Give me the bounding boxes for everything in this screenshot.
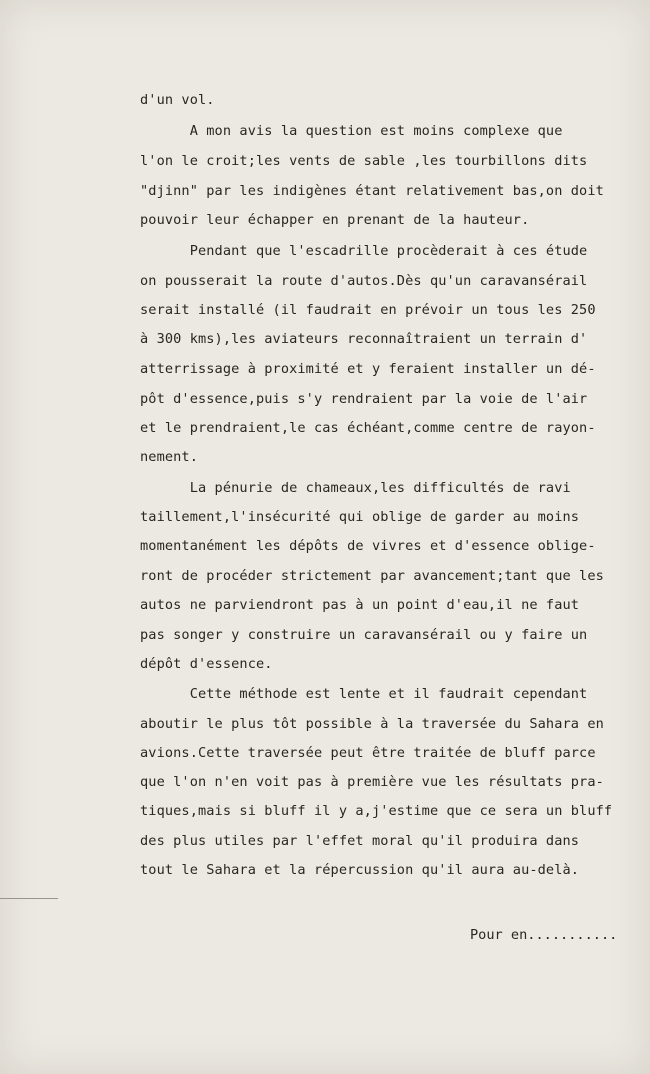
- text-line: pas songer y construire un caravansérail ou y faire un: [140, 627, 588, 643]
- text-line: taillement,l'insécurité qui oblige de garder au moins: [140, 509, 580, 525]
- text-line: nement.: [140, 449, 198, 465]
- text-line: aboutir le plus tôt possible à la traversée du Sahara en: [140, 716, 604, 732]
- text-line: l'on le croit;les vents de sable ,les tourbillons dits: [140, 153, 588, 169]
- text-line: avions.Cette traversée peut être traitée de bluff parce: [140, 745, 596, 761]
- text-line: dépôt d'essence.: [140, 656, 273, 672]
- text-line: "djinn" par les indigènes étant relativement bas,on doit: [140, 183, 604, 199]
- text-line: tout le Sahara et la répercussion qu'il aura au-delà.: [140, 862, 580, 878]
- text-line: atterrissage à proximité et y feraient installer un dé-: [140, 361, 596, 377]
- text-line: tiques,mais si bluff il y a,j'estime que ce sera un bluff: [140, 803, 613, 819]
- text-line: Pendant que l'escadrille procèderait à ces étude: [140, 243, 588, 259]
- text-line: pouvoir leur échapper en prenant de la hauteur.: [140, 212, 530, 228]
- text-line: des plus utiles par l'effet moral qu'il produira dans: [140, 833, 580, 849]
- text-line: La pénurie de chameaux,les difficultés de ravi: [140, 480, 571, 496]
- text-line: autos ne parviendront pas à un point d'eau,il ne faut: [140, 597, 580, 613]
- text-line: on pousserait la route d'autos.Dès qu'un caravansérail: [140, 273, 588, 289]
- text-line: et le prendraient,le cas échéant,comme centre de rayon-: [140, 420, 596, 436]
- text-line: pôt d'essence,puis s'y rendraient par la voie de l'air: [140, 391, 588, 407]
- text-line: serait installé (il faudrait en prévoir un tous les 250: [140, 302, 596, 318]
- text-line: momentanément les dépôts de vivres et d'essence oblige-: [140, 538, 596, 554]
- text-line: A mon avis la question est moins complexe que: [140, 123, 563, 139]
- margin-rule: [0, 898, 58, 899]
- text-line: Cette méthode est lente et il faudrait cependant: [140, 686, 588, 702]
- text-line: ront de procéder strictement par avancement;tant que les: [140, 568, 604, 584]
- signoff-text: Pour en...........: [470, 927, 618, 943]
- text-line: que l'on n'en voit pas à première vue les résultats pra-: [140, 774, 604, 790]
- text-line: d'un vol.: [140, 92, 215, 108]
- text-line: à 300 kms),les aviateurs reconnaîtraient un terrain d': [140, 331, 588, 347]
